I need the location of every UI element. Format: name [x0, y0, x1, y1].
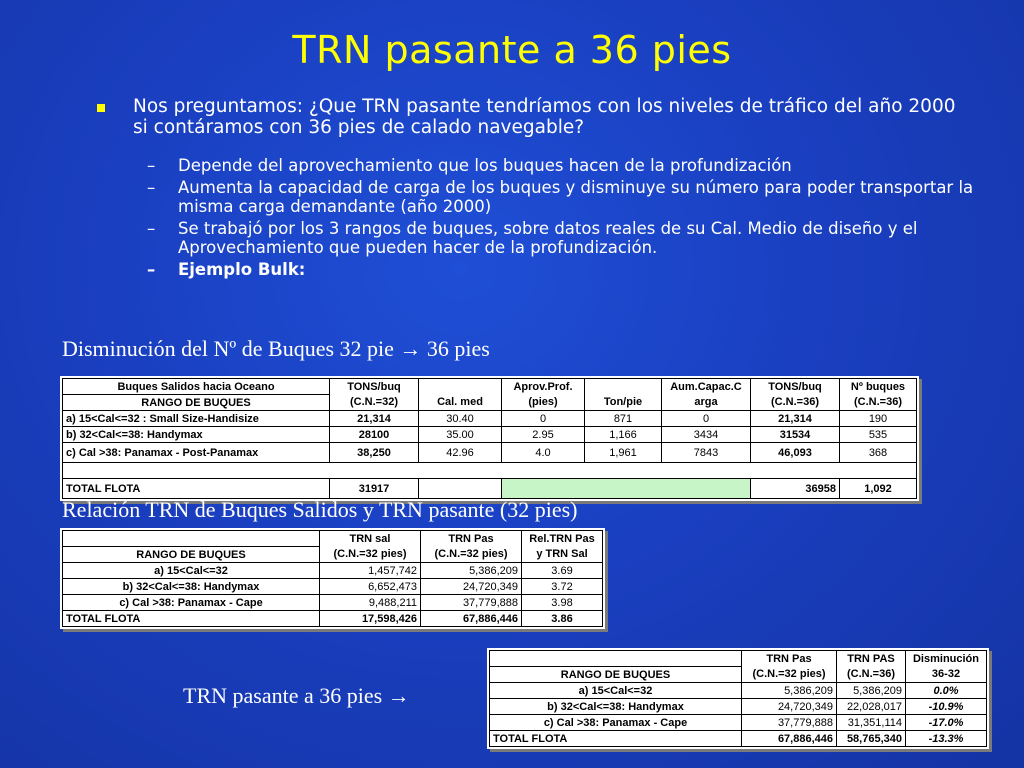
- table-cell: b) 32<Cal<=38: Handymax: [490, 699, 742, 715]
- main-bullet: [95, 96, 975, 138]
- table-cell: 7843: [662, 443, 751, 463]
- table-cell: 5,386,209: [421, 563, 522, 579]
- column-header: TRN Pas: [742, 651, 837, 667]
- data-table: [489, 650, 987, 747]
- sub-bullet-text: Ejemplo Bulk:: [178, 260, 306, 279]
- column-header: TRN Pas: [421, 531, 522, 547]
- table-cell: a) 15<Cal<=32: [63, 563, 320, 579]
- dash-icon: –: [147, 219, 156, 238]
- table-row: [490, 715, 987, 731]
- table-cell: 1,961: [585, 443, 662, 463]
- table-ship-reduction: [60, 376, 919, 501]
- table-cell: 37,779,888: [421, 595, 522, 611]
- table-cell: 368: [840, 443, 917, 463]
- table-cell: [419, 479, 502, 499]
- table-trn-36: [487, 648, 989, 749]
- table-total-row: [490, 731, 987, 747]
- table-cell: 24,720,349: [742, 699, 837, 715]
- table-cell: 31,351,114: [837, 715, 906, 731]
- column-header: Buques Salidos hacia Oceano: [63, 379, 330, 395]
- column-header: (C.N.=36): [840, 395, 917, 411]
- table-cell: -13.3%: [906, 731, 987, 747]
- table-cell: 4.0: [502, 443, 585, 463]
- table-cell: 3.72: [522, 579, 603, 595]
- column-header: [419, 379, 502, 395]
- column-header: (pies): [502, 395, 585, 411]
- table-cell: 3434: [662, 427, 751, 443]
- column-header: (C.N.=36): [751, 395, 840, 411]
- data-table: [62, 378, 917, 499]
- column-header: Rel.TRN Pas: [522, 531, 603, 547]
- table-cell: 21,314: [330, 411, 419, 427]
- column-header: 36-32: [906, 667, 987, 683]
- table-cell: 3.69: [522, 563, 603, 579]
- table-cell: 28100: [330, 427, 419, 443]
- column-header: TRN sal: [320, 531, 421, 547]
- dash-icon: –: [147, 156, 156, 175]
- table-cell: 31917: [330, 479, 419, 499]
- table-cell: c) Cal >38: Panamax - Cape: [63, 595, 320, 611]
- table-cell: 21,314: [751, 411, 840, 427]
- column-header: TONS/buq: [330, 379, 419, 395]
- column-header: [490, 651, 742, 667]
- table-cell: 35.00: [419, 427, 502, 443]
- column-header: (C.N.=32): [330, 395, 419, 411]
- table-row: [490, 699, 987, 715]
- sub-bullet-list: [95, 156, 975, 279]
- column-header: (C.N.=32 pies): [320, 547, 421, 563]
- column-header: TRN PAS: [837, 651, 906, 667]
- table-cell: 24,720,349: [421, 579, 522, 595]
- table-cell: 1,166: [585, 427, 662, 443]
- table-cell: b) 32<Cal<=38: Handymax: [63, 579, 320, 595]
- table-trn-relation: [60, 528, 605, 629]
- table-cell: 3.86: [522, 611, 603, 627]
- bullet-list: [95, 96, 975, 282]
- column-header: Nº buques: [840, 379, 917, 395]
- dash-icon: –: [147, 260, 156, 279]
- table-cell: -17.0%: [906, 715, 987, 731]
- caption-ship-reduction: Disminución del Nº de Buques 32 pie → 36 pies: [62, 336, 490, 361]
- dash-icon: –: [147, 178, 156, 197]
- table-cell: 38,250: [330, 443, 419, 463]
- sub-bullet: [133, 219, 975, 257]
- table-row: [63, 563, 603, 579]
- column-header: Aprov.Prof.: [502, 379, 585, 395]
- main-bullet-text: Nos preguntamos: ¿Que TRN pasante tendríamos con los niveles de tráfico del año 2000 si contáramos con 36 pies de calado navegable?: [133, 96, 956, 138]
- table-cell: 37,779,888: [742, 715, 837, 731]
- table-cell: a) 15<Cal<=32 : Small Size-Handisize: [63, 411, 330, 427]
- table-cell: 0: [502, 411, 585, 427]
- table-row: [490, 683, 987, 699]
- table-cell: 22,028,017: [837, 699, 906, 715]
- table-cell: 9,488,211: [320, 595, 421, 611]
- table-total-row: [63, 611, 603, 627]
- caption-trn-36: TRN pasante a 36 pies →: [183, 683, 410, 708]
- table-cell: 58,765,340: [837, 731, 906, 747]
- table-cell: c) Cal >38: Panamax - Post-Panamax: [63, 443, 330, 463]
- column-header: Aum.Capac.C: [662, 379, 751, 395]
- sub-bullet-text: Se trabajó por los 3 rangos de buques, sobre datos reales de su Cal. Medio de diseño y el Aprovechamiento que pueden hacer de la profundización.: [178, 219, 918, 257]
- table-cell: 2.95: [502, 427, 585, 443]
- column-header: [585, 379, 662, 395]
- column-header: y TRN Sal: [522, 547, 603, 563]
- slide-title: TRN pasante a 36 pies: [292, 28, 732, 72]
- table-cell: 535: [840, 427, 917, 443]
- table-cell: TOTAL FLOTA: [490, 731, 742, 747]
- table-cell: 871: [585, 411, 662, 427]
- table-row: [63, 427, 917, 443]
- column-header: Ton/pie: [585, 395, 662, 411]
- table-cell: 190: [840, 411, 917, 427]
- table-cell: b) 32<Cal<=38: Handymax: [63, 427, 330, 443]
- table-cell: 5,386,209: [742, 683, 837, 699]
- table-cell: 67,886,446: [742, 731, 837, 747]
- table-row: [63, 579, 603, 595]
- table-cell: 46,093: [751, 443, 840, 463]
- column-header: arga: [662, 395, 751, 411]
- column-header: (C.N.=36): [837, 667, 906, 683]
- table-cell: 1,092: [840, 479, 917, 499]
- table-row: [63, 443, 917, 463]
- table-total-row: [63, 479, 917, 499]
- table-cell: 3.98: [522, 595, 603, 611]
- table-row: [63, 411, 917, 427]
- sub-bullet: [133, 260, 975, 279]
- table-cell: 36958: [751, 479, 840, 499]
- table-cell: 0.0%: [906, 683, 987, 699]
- sub-bullet-text: Aumenta la capacidad de carga de los buques y disminuye su número para poder transportar la misma carga demandante (año 2000): [178, 178, 974, 216]
- column-header: Disminución: [906, 651, 987, 667]
- column-header: RANGO DE BUQUES: [490, 667, 742, 683]
- column-header: RANGO DE BUQUES: [63, 547, 320, 563]
- data-table: [62, 530, 603, 627]
- table-cell: 30.40: [419, 411, 502, 427]
- table-cell: 67,886,446: [421, 611, 522, 627]
- column-header: RANGO DE BUQUES: [63, 395, 330, 411]
- table-cell: TOTAL FLOTA: [63, 479, 330, 499]
- caption-trn-relation: Relación TRN de Buques Salidos y TRN pasante (32 pies): [62, 497, 578, 522]
- table-cell: 42.96: [419, 443, 502, 463]
- square-bullet-icon: [97, 104, 105, 112]
- table-cell: 1,457,742: [320, 563, 421, 579]
- sub-bullet: [133, 178, 975, 216]
- column-header: (C.N.=32 pies): [742, 667, 837, 683]
- column-header: Cal. med: [419, 395, 502, 411]
- table-cell: a) 15<Cal<=32: [490, 683, 742, 699]
- table-cell: TOTAL FLOTA: [63, 611, 320, 627]
- table-cell: 5,386,209: [837, 683, 906, 699]
- column-header: (C.N.=32 pies): [421, 547, 522, 563]
- column-header: [63, 531, 320, 547]
- table-cell: c) Cal >38: Panamax - Cape: [490, 715, 742, 731]
- sub-bullet-text: Depende del aprovechamiento que los buques hacen de la profundización: [178, 156, 792, 175]
- sub-bullet: [133, 156, 975, 175]
- table-cell: -10.9%: [906, 699, 987, 715]
- column-header: TONS/buq: [751, 379, 840, 395]
- table-cell: 31534: [751, 427, 840, 443]
- highlight-cell: [502, 479, 751, 499]
- table-cell: 0: [662, 411, 751, 427]
- table-cell: 6,652,473: [320, 579, 421, 595]
- table-cell: 17,598,426: [320, 611, 421, 627]
- table-row: [63, 595, 603, 611]
